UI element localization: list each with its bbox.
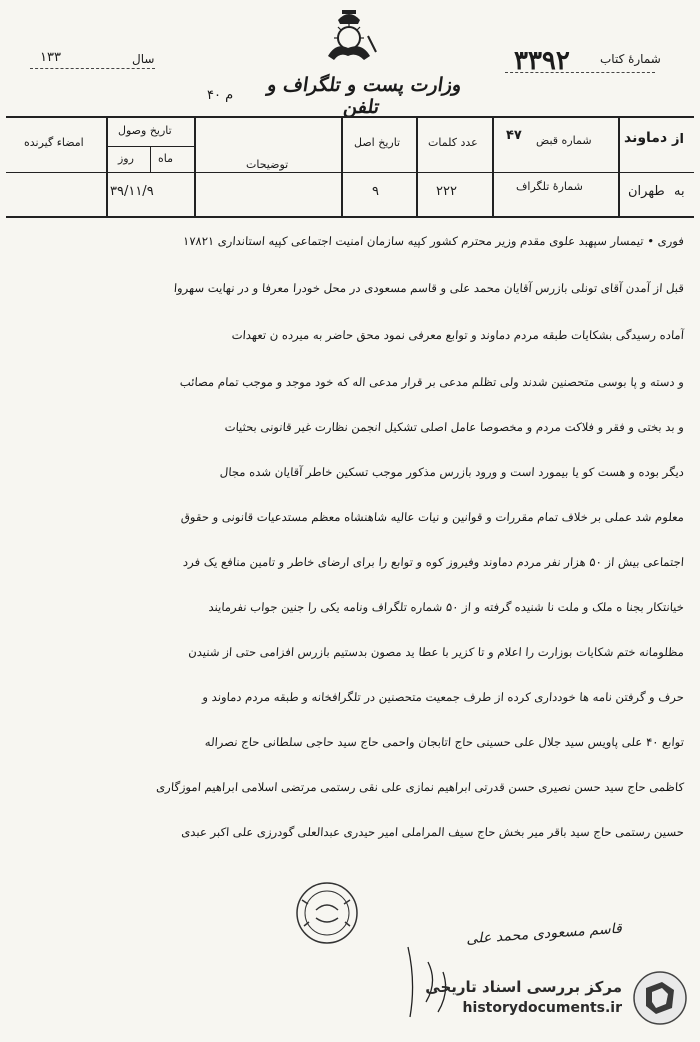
body-line: قبل از آمدن آقای تونلی بازرس آقایان محمد علی و قاسم مسعودی در محل خودرا معرفا و در نهایت سهروا	[173, 281, 685, 295]
to-value: طهران	[628, 184, 665, 199]
body-line: حسین رستمی حاج سید باقر میر بخش حاج سیف المراملی امیر حیدری عبدالعلی گودرزی علی اکبر عبدی	[180, 825, 685, 839]
word-count-value: ۲۲۲	[436, 184, 457, 199]
body-line: کاظمی حاج سید حسن نصیری حسن قدرتی ابراهیم نمازی علی نقی رستمی مرتضی اسلامی ابراهیم اموزگاری	[155, 780, 685, 794]
signature: قاسم مسعودی محمد علی	[465, 920, 625, 948]
round-seal-stamp-icon	[294, 880, 360, 946]
telegram-info-table	[6, 116, 694, 218]
form-code: ۴۰ م	[207, 88, 234, 103]
body-line: آماده رسیدگی بشکایات طبقه مردم دماوند و توابع معرفی نمود محق حاضر به میرده ن تعهدات	[231, 328, 685, 342]
body-line: مظلومانه ختم شکایات بوزارت را اعلام و تا کزیر با عطا ید مصون بدستیم بازرس افزامی حتی از شنیدن	[187, 645, 685, 659]
watermark-title: مرکز بررسی اسناد تاریخی	[425, 978, 622, 996]
year-label: سال	[132, 52, 155, 66]
arrival-date-value: ۳۹/۱۱/۹	[110, 184, 154, 199]
receiver-signature-label: امضاء گیرنده	[24, 136, 84, 149]
body-line: دیگر بوده و هست کو یا بیمورد است و ورود بازرس مذکور موجب تسکین خاطر آقایان شده مجال	[219, 465, 685, 479]
body-line: توابع ۴۰ علی پاویس سید جلال علی حسینی حاج اتابجان واحمی حاج سید حاجی سلطانی حاج نصراله	[204, 735, 685, 749]
word-count-label: عدد کلمات	[428, 136, 478, 149]
book-number-value: ۳۳۹۲	[514, 46, 570, 76]
receipt-number-value: ۴۷	[506, 128, 522, 143]
body-line: خیانتکار بجنا ه ملک و ملت نا شنیده گرفته و از ۵۰ شماره تلگراف ونامه یکی را جنین جواب نفرمایند	[208, 600, 685, 614]
body-line: فوری • تیمسار سپهبد علوی مقدم وزیر محترم کشور کپیه سازمان امنیت اجتماعی کپیه استانداری ۱۷۸۲۱	[182, 234, 685, 248]
watermark-url: historydocuments.ir	[462, 1000, 622, 1016]
book-number-underline	[505, 72, 655, 73]
notes-label: توضیحات	[246, 158, 289, 171]
book-number-label: شمارهٔ کتاب	[600, 52, 661, 66]
month-label: ماه	[158, 152, 174, 165]
arrival-date-label: تاریخ وصول	[118, 124, 172, 137]
body-line: و بد بختی و فقر و فلاکت مردم و مخصوصا عامل اصلی تشکیل انجمن نظارت غیر قانونی بحثیات	[224, 420, 685, 434]
year-value: ۱۳۳	[40, 50, 61, 65]
from-label: از	[672, 132, 684, 147]
telegram-number-label: شمارهٔ تلگراف	[516, 180, 583, 193]
archive-watermark	[425, 960, 692, 1036]
original-date-value: ۹	[372, 184, 379, 199]
body-line: اجتماعی بیش از ۵۰ هزار نفر مردم دماوند وفیروز کوه و توابع را برای ارضای خاطر و تامین منافع یک فرد	[182, 555, 685, 569]
body-line: معلوم شد عملی بر خلاف تمام مقررات و قوانین و نیات عالیه شاهنشاه معظم مستدعیات قانونی و حقوق	[180, 510, 685, 524]
lion-and-sun-emblem-icon	[318, 6, 380, 64]
from-value: دماوند	[624, 130, 668, 146]
year-underline	[30, 68, 155, 69]
archive-logo-icon	[632, 970, 688, 1026]
original-date-label: تاریخ اصل	[354, 136, 401, 149]
day-label: روز	[118, 152, 134, 165]
receipt-number-label: شماره قبض	[536, 134, 592, 147]
body-line: و دسته و پا بوسی متحصنین شدند ولی تظلم مدعی بر قرار مدعی اله که خود موجد و موجب تمام مصائب	[179, 375, 685, 389]
to-label: به	[674, 184, 685, 199]
ministry-title: وزارت پست و تلگراف و تلفن	[266, 74, 464, 118]
body-line: حرف و گرفتن نامه ها خودداری کرده از طرف جمعیت متحصنین در تلگرافخانه و طبقه مردم دماوند و	[202, 690, 685, 704]
